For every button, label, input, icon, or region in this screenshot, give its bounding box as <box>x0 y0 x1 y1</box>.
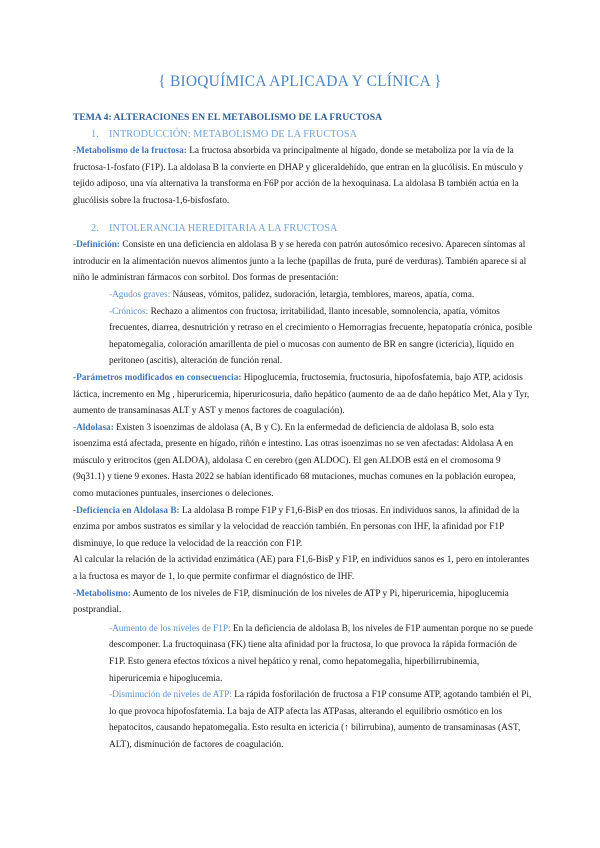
paragraph-text: Hipoglucemia, fructosemia, fructosuria, hipofosfatemia, bajo ATP, acidosis láctica, incremento en Mg , hiperuricemia, hiperuricosuria, daño hepático (aumento de aa de daño hepático Met, Ala y Tyr, aumento de transaminasas ALT y AST y menos factores de coagulación). <box>73 372 530 417</box>
paragraph-metabolism-fructose <box>73 143 533 209</box>
paragraph-label: -Metabolismo de la fructosa: <box>73 146 187 157</box>
paragraph-atp-decrease <box>73 687 533 753</box>
paragraph-text: La fructosa absorbida va principalmente al hígado, donde se metaboliza por la vía de la fructosa-1-fosfato (F1P). La aldolasa B la convierte en DHAP y gliceraldehído, que entran en la glucólisis. En músculo y tejido adiposo, una vía alternativa la transforma en F6P por acción de la hexoquinasa. La aldolasa B también actúa en la glucólisis sobre la fructosa-1,6-bisfosfato. <box>73 146 524 206</box>
document-body <box>73 110 533 754</box>
paragraph-aldolase <box>73 420 533 503</box>
paragraph-text: La aldolasa B rompe F1P y F1,6-BisP en dos triosas. En individuos sanos, la afinidad de la enzima por ambos sustratos es similar y la velocidad de reacción también. En personas con IHF, la afinidad por F1P disminuye, lo que reduce la velocidad de la reacción con F1P. <box>73 505 520 549</box>
paragraph-enzyme-activity: Al calcular la relación de la actividad enzimática (AE) para F1,6-BisP y F1P, en individuos sanos es 1, pero en intolerantes a la fructosa es mayor de 1, lo que permite confirmar el diagnóstico de IHF. <box>73 555 530 583</box>
paragraph-label: -Metabolismo: <box>73 588 131 599</box>
paragraph-metabolism <box>73 586 533 619</box>
paragraph-deficiency <box>73 503 533 553</box>
paragraph-label: -Aldolasa: <box>73 422 114 433</box>
paragraph-text: La rápida fosforilación de fructosa a F1P consume ATP, agotando también el Pi, lo que provoca hipofosfatemia. La baja de ATP afecta las ATPasas, alterando el equilibrio osmótico en los hepatocitos, causando hepatomegalia. Esto resulta en ictericia (↑ bilirrubina), aumento de transaminasas (AST, ALT), disminución de factores de coagulación. <box>109 690 532 750</box>
paragraph-acute <box>73 287 533 304</box>
paragraph-label: -Definición: <box>73 240 120 251</box>
paragraph-label: -Parámetros modificados en consecuencia: <box>73 372 242 383</box>
paragraph-text: Existen 3 isoenzimas de aldolasa (A, B y C). En la enfermedad de deficiencia de aldolasa B, solo esta isoenzima está afectada, presente en hígado, riñón e intestino. Las otras isoenzimas no se ven afectadas: Aldolasa A en músculo y eritrocitos (gen ALDOA), aldolasa C en cerebro (gen ALDOC). El gen ALDOB está en el cromosoma 9 (9q31.1) y tiene 9 exones. Hasta 2022 se habían identificado 68 mutaciones, muchas comunes en la población europea, como mutaciones puntuales, inserciones o deleciones. <box>73 422 516 500</box>
paragraph-label: -Crónicos: <box>109 306 149 317</box>
paragraph-f1p-increase <box>73 621 533 687</box>
paragraph-text: Náuseas, vómitos, palidez, sudoración, letargia, temblores, mareos, apatía, coma. <box>170 289 475 300</box>
section-heading-2 <box>91 221 533 238</box>
section-title: INTRODUCCIÓN: METABOLISMO DE LA FRUCTOSA <box>109 128 358 140</box>
document-title: { BIOQUÍMICA APLICADA Y CLÍNICA } <box>158 73 442 90</box>
paragraph-label: -Aumento de los niveles de F1P: <box>109 623 231 634</box>
paragraph-label: -Agudos graves: <box>109 289 171 300</box>
paragraph-text: En la deficiencia de aldolasa B, los niveles de F1P aumentan porque no se puede descomponer. La fructoquinasa (FK) tiene alta afinidad por la fructosa, lo que provoca la rápida formación de F1P. Esto genera efectos tóxicos a nivel hepático y renal, como hepatomegalia, hiperbilirrubinemia, hiperuricemia e hipoglucemia. <box>109 623 533 684</box>
section-number: 2. <box>91 222 99 234</box>
section-title: INTOLERANCIA HEREDITARIA A LA FRUCTOSA <box>109 222 338 234</box>
paragraph-text: Consiste en una deficiencia en aldolasa B y se hereda con patrón autosómico recesivo. Aparecen síntomas al introducir en la alimentación nuevos alimentos junto a la leche (papillas de fruta, puré de verduras). También aparece si al niño le administran fármacos con sorbitol. Dos formas de presentación: <box>73 240 527 284</box>
section-heading-1 <box>91 127 533 144</box>
paragraph-definition <box>73 237 533 287</box>
paragraph-text: Rechazo a alimentos con fructosa, irritabilidad, llanto incesable, somnolencia, apatía, vómitos frecuentes, diarrea, desnutrición y retraso en el crecimiento o Hemorragias frecuente, hepatopatía crónica, posible hepatomegalia, coloración amarillenta de piel o mucosas con aumento de BR en sangre (ictericia), líquido en peritoneo (ascitis), alteración de función renal. <box>109 306 533 367</box>
topic-heading: TEMA 4: ALTERACIONES EN EL METABOLISMO DE LA FRUCTOSA <box>73 112 383 123</box>
paragraph-text: Aumento de los niveles de F1P, disminución de los niveles de ATP y Pi, hiperuricemia, hipoglucemia postprandial. <box>73 588 509 616</box>
section-number: 1. <box>91 128 99 140</box>
paragraph-label: -Deficiencia en Aldolasa B: <box>73 505 180 516</box>
paragraph-parameters <box>73 370 533 420</box>
paragraph-label: -Disminución de niveles de ATP: <box>109 690 232 701</box>
paragraph-chronic <box>73 304 533 370</box>
